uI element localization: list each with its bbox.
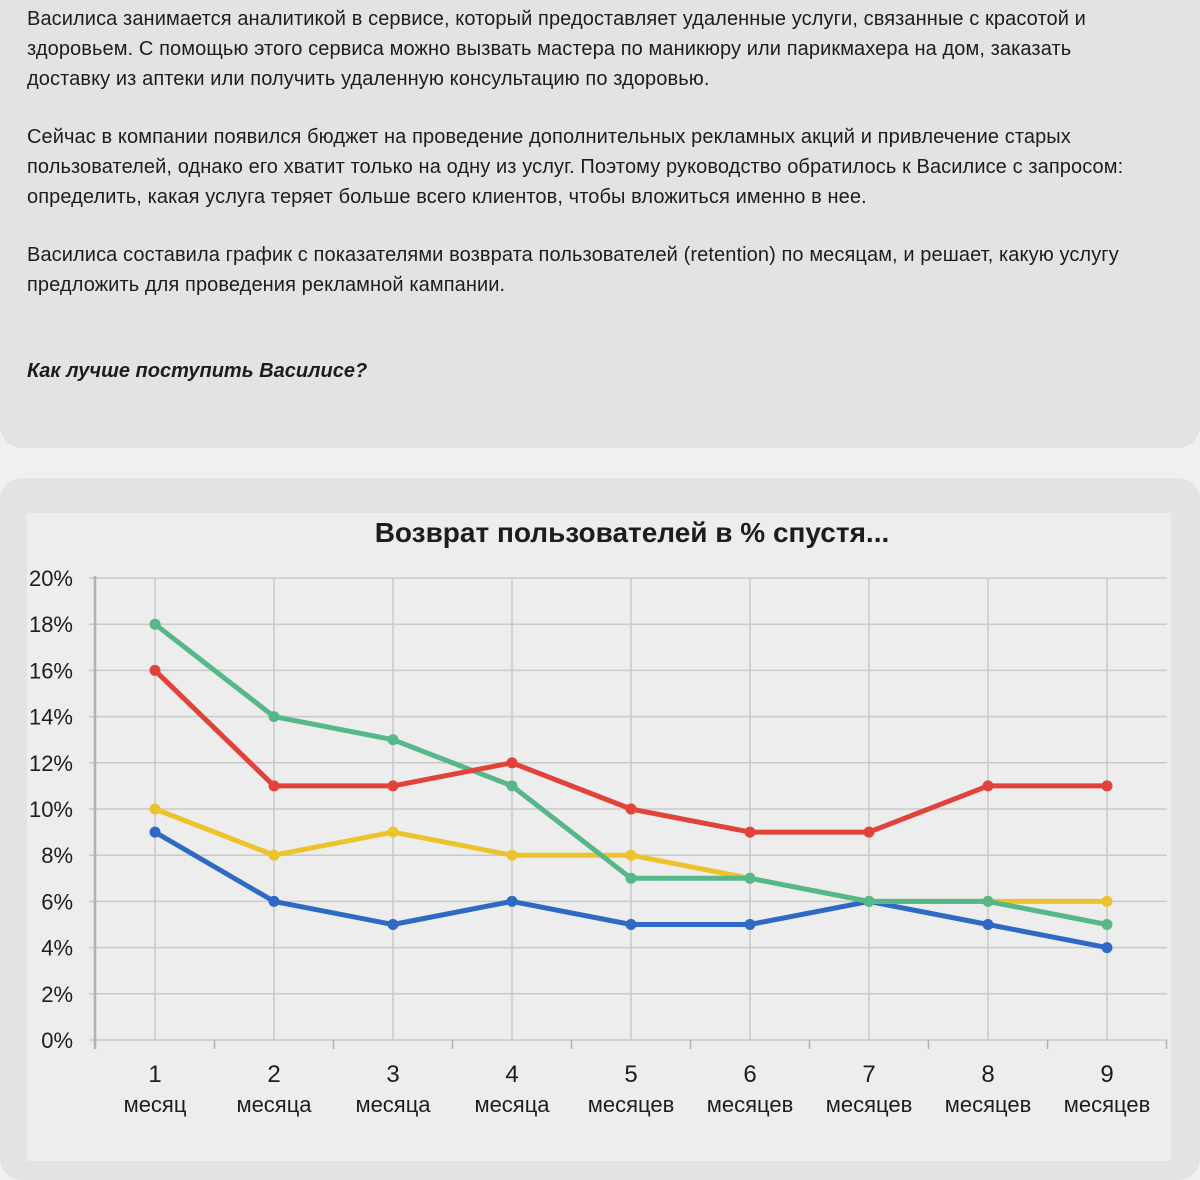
data-point-blue (1102, 942, 1113, 953)
y-tick-label: 12% (28, 750, 73, 776)
data-point-red (269, 780, 280, 791)
data-point-red (745, 827, 756, 838)
data-point-red (1102, 780, 1113, 791)
x-tick-word: месяца (236, 1092, 312, 1117)
data-point-green (150, 619, 161, 630)
y-tick-label: 0% (41, 1028, 73, 1053)
chart-panel (27, 513, 1171, 1161)
x-tick-word: месяцев (1063, 1092, 1151, 1117)
data-point-blue (388, 919, 399, 930)
data-point-green (1102, 919, 1113, 930)
data-point-red (983, 780, 994, 791)
x-tick-labels (124, 1061, 1151, 1117)
x-axis-ticks (96, 1040, 1167, 1049)
data-point-green (626, 873, 637, 884)
y-tick-label: 6% (41, 889, 73, 915)
data-point-yellow (1102, 896, 1113, 907)
data-point-green (983, 896, 994, 907)
data-point-yellow (507, 850, 518, 861)
chart-card (0, 478, 1200, 1180)
data-point-red (507, 757, 518, 768)
intro-paragraph-1: Василиса занимается аналитикой в сервисе, который предоставляет удаленные услуги, связанные с красотой и здоровьем. С помощью этого сервиса можно вызвать мастера по маникюру или парикмахера на дом, заказать доставку из аптеки или получить удаленную консультацию по здоровью. (27, 8, 1086, 90)
data-point-yellow (626, 850, 637, 861)
x-tick-number: 7 (862, 1061, 876, 1088)
data-point-red (388, 780, 399, 791)
y-tick-labels (29, 566, 73, 1053)
x-tick-word: месяца (474, 1092, 550, 1117)
x-tick-number: 4 (505, 1061, 519, 1088)
data-point-blue (150, 827, 161, 838)
data-point-green (745, 873, 756, 884)
x-tick-word: месяц (123, 1092, 187, 1117)
y-tick-label: 8% (41, 843, 73, 869)
y-tick-label: 4% (41, 935, 73, 961)
y-tick-label: 16% (28, 658, 73, 684)
data-point-red (864, 827, 875, 838)
data-point-yellow (269, 850, 280, 861)
data-point-blue (983, 919, 994, 930)
x-tick-number: 5 (624, 1061, 638, 1088)
x-tick-word: месяцев (944, 1092, 1032, 1117)
x-tick-number: 1 (148, 1061, 162, 1088)
intro-card (0, 0, 1200, 448)
x-tick-number: 3 (386, 1061, 400, 1088)
data-point-green (507, 780, 518, 791)
intro-paragraph-2: Сейчас в компании появился бюджет на проведение дополнительных рекламных акций и привлечение старых пользователей, однако его хватит только на одну из услуг. Поэтому руководство обратилось к Василисе с запросом: определить, какая услуга теряет больше всего клиентов, чтобы вложиться именно в нее. (27, 126, 1124, 208)
x-tick-word: месяцев (587, 1092, 675, 1117)
retention-line-chart (27, 513, 1171, 1132)
y-tick-label: 20% (28, 566, 73, 591)
data-point-yellow (388, 827, 399, 838)
data-point-blue (745, 919, 756, 930)
data-point-green (388, 734, 399, 745)
x-tick-word: месяца (355, 1092, 431, 1117)
data-point-blue (626, 919, 637, 930)
y-tick-label: 10% (28, 797, 73, 822)
x-tick-number: 8 (981, 1061, 995, 1088)
x-tick-word: месяцев (825, 1092, 913, 1117)
y-tick-label: 18% (28, 612, 73, 638)
chart-title: Возврат пользователей в % спустя... (374, 517, 890, 548)
x-tick-number: 9 (1100, 1061, 1114, 1088)
data-point-blue (507, 896, 518, 907)
data-point-green (864, 896, 875, 907)
data-point-green (269, 711, 280, 722)
data-point-yellow (150, 804, 161, 815)
question-heading: Как лучше поступить Василисе? (27, 360, 368, 382)
data-point-red (150, 665, 161, 676)
y-tick-label: 14% (28, 704, 73, 730)
data-point-red (626, 804, 637, 815)
data-point-blue (269, 896, 280, 907)
x-tick-number: 2 (267, 1061, 281, 1088)
y-tick-label: 2% (41, 981, 73, 1007)
intro-paragraph-3: Василиса составила график с показателями возврата пользователей (retention) по месяцам, и решает, какую услугу предложить для проведения рекламной кампании. (27, 244, 1119, 296)
x-tick-word: месяцев (706, 1092, 794, 1117)
x-tick-number: 6 (743, 1061, 757, 1088)
